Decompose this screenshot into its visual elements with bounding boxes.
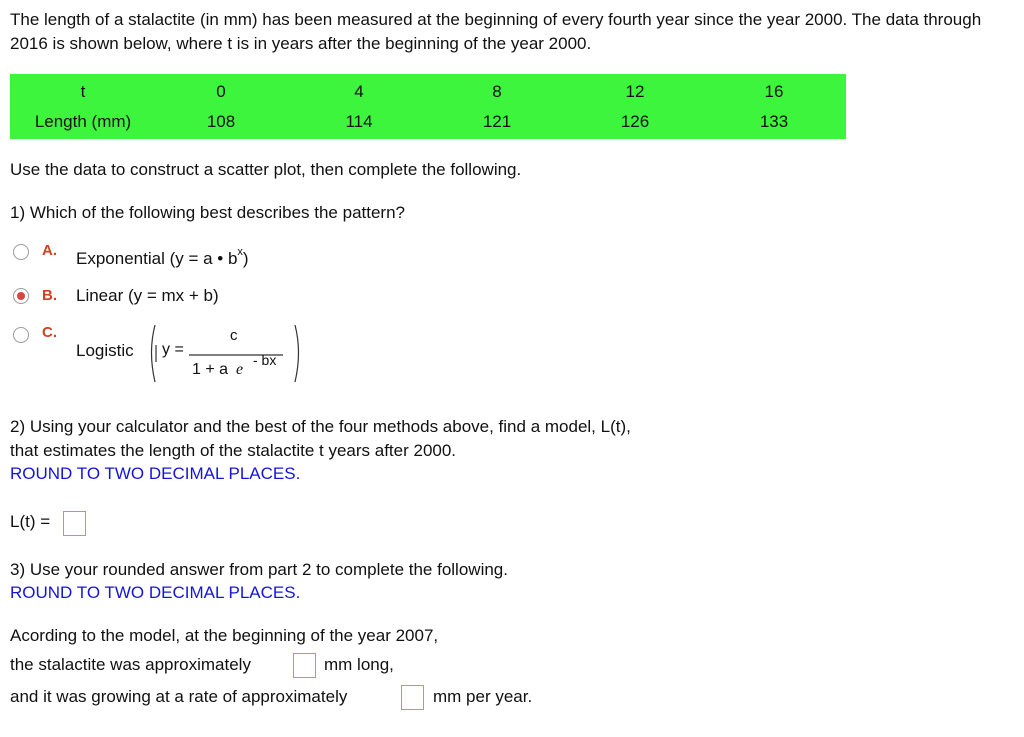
q3-sentence1: Acording to the model, at the beginning of the year 2007,	[10, 626, 439, 645]
q2-line2: that estimates the length of the stalactite t years after 2000.	[10, 441, 457, 460]
q3-sentence2-start: the stalactite was approximately	[10, 655, 251, 674]
q3-line1: 3) Use your rounded answer from part 2 to complete the following.	[10, 560, 508, 579]
option-b-radio[interactable]	[13, 288, 29, 304]
table-header-length: Length (mm)	[34, 112, 132, 131]
q3-sentence3-end: mm per year.	[433, 687, 533, 706]
table-cell: 4	[354, 82, 364, 101]
table-cell: 126	[620, 112, 650, 131]
logistic-denominator: 1 + a	[192, 361, 229, 378]
q2-round-note: ROUND TO TWO DECIMAL PLACES.	[10, 464, 301, 483]
option-a-radio[interactable]	[13, 244, 29, 260]
option-a-letter: A.	[42, 242, 57, 259]
logistic-y-eq: y =	[162, 341, 184, 358]
model-answer-input[interactable]	[63, 511, 86, 536]
data-table	[10, 74, 846, 139]
q3-sentence2-end: mm long,	[324, 655, 394, 674]
option-b-letter: B.	[42, 287, 57, 304]
logistic-e: e	[236, 361, 244, 378]
q3-round-note: ROUND TO TWO DECIMAL PLACES.	[10, 583, 301, 602]
option-c-text: Logistic	[76, 341, 134, 360]
option-a-text: Exponential (y = a • $b^x$)	[76, 246, 249, 268]
q1-prompt: 1) Which of the following best describes the pattern?	[10, 203, 405, 222]
table-cell: 114	[345, 112, 373, 131]
table-cell: 133	[759, 112, 789, 131]
option-c-radio[interactable]	[13, 327, 29, 343]
table-cell: 8	[492, 82, 502, 101]
logistic-exponent: - bx	[253, 352, 277, 368]
table-cell: 12	[625, 82, 645, 101]
q2-answer-label: L(t) =	[10, 512, 51, 531]
rate-answer-input[interactable]	[401, 685, 424, 710]
q2-line1: 2) Using your calculator and the best of the four methods above, find a model, L(t),	[10, 417, 631, 436]
option-c-letter: C.	[42, 324, 57, 341]
q3-sentence3-start: and it was growing at a rate of approximately	[10, 687, 348, 706]
instruction-text: Use the data to construct a scatter plot, then complete the following.	[10, 160, 522, 179]
table-cell: 121	[482, 112, 512, 131]
logistic-numerator: c	[230, 327, 238, 344]
problem-intro: The length of a stalactite (in mm) has been measured at the beginning of every fourth year since the year 2000. The data through 2016 is shown below, where t is in years after the beginning of the year 2000.	[10, 10, 982, 53]
table-cell: 0	[216, 82, 226, 101]
table-cell: 16	[764, 82, 784, 101]
table-cell: 108	[206, 112, 236, 131]
length-answer-input[interactable]	[293, 653, 316, 678]
table-header-t: t	[80, 82, 86, 101]
option-b-text: Linear (y = mx + b)	[76, 286, 219, 305]
